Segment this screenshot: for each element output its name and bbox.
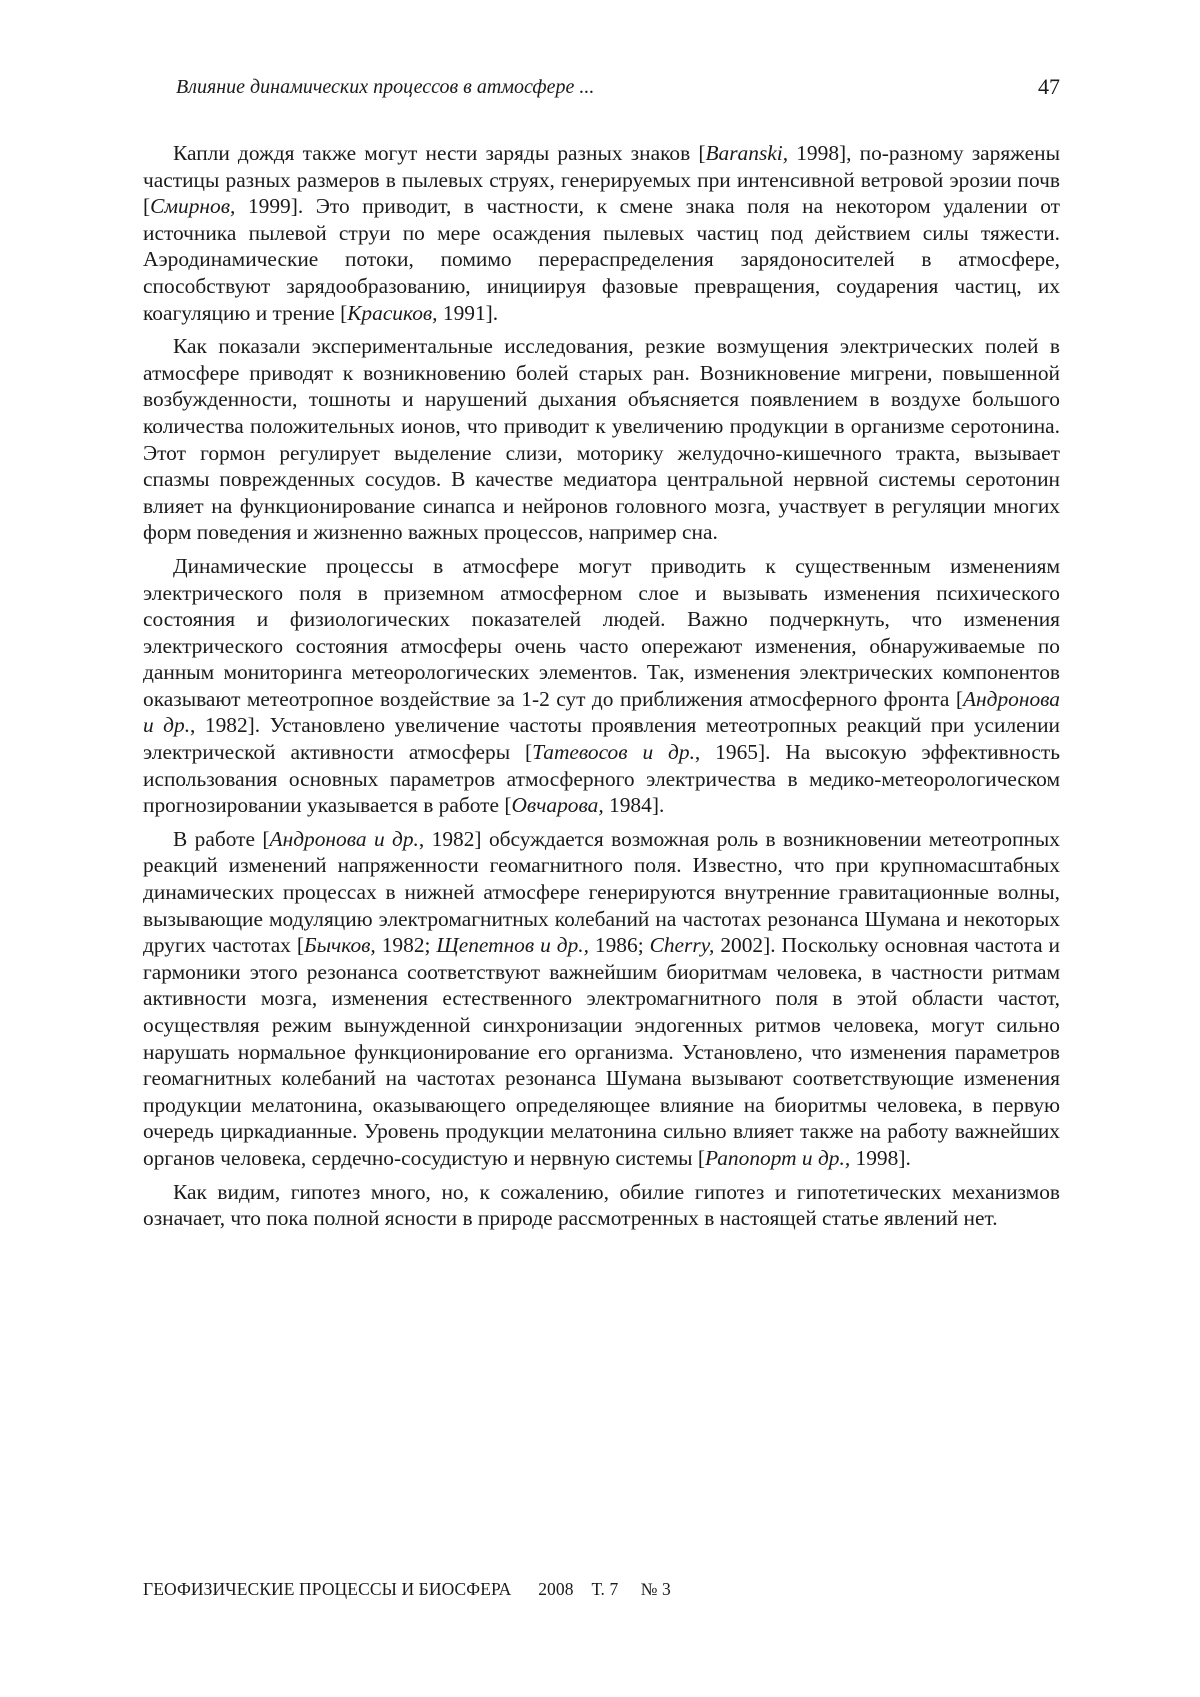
- paragraph-text: Динамические процессы в атмосфере могут приводить к существенным изменениям электрического поля в приземном атмосферном слое и вызывать изменения психического состояния и физиологических показателей людей. Важно подчеркнуть, что изменения электрического состояния атмосферы очень часто опережают изменения, обнаруживаемые по данным мониторинга метеорологических элементов. Так, изменения электрических компонентов оказывают метеотропное воздействие за 1-2 сут до приближения атмосферного фронта [: [143, 553, 1060, 711]
- paragraph-text: 1998].: [850, 1145, 911, 1170]
- paragraph-text: 2002]. Поскольку основная частота и гармоники этого резонанса соответствуют важнейшим биоритмам человека, в частности ритмам активности мозга, изменения естественного электромагнитного поля в этой области частот, осуществляя режим вынужденной синхронизации эндогенных ритмов человека, могут сильно нарушать нормальное функционирование его организма. Установлено, что изменения параметров геомагнитных колебаний на частотах резонанса Шумана вызывают соответствующие изменения продукции мелатонина, оказывающего определяющее влияние на биоритмы человека, в первую очередь циркадианные. Уровень продукции мелатонина сильно влияет также на работу важнейших органов человека, сердечно-сосудистую и нервную системы [: [143, 933, 1060, 1170]
- running-head: [176, 72, 1060, 102]
- citation-author: Бычков,: [303, 933, 376, 958]
- paragraph-text: 1999]. Это приводит, в частности, к смене знака поля на некотором удалении от источника пылевой струи по мере осаждения пылевых частиц под действием силы тяжести. Аэродинамические потоки, помимо перераспределения зарядоносителей в атмосфере, способствуют зарядообразованию, инициируя фазовые превращения, соударения частиц, их коагуляцию и трение [: [143, 194, 1060, 325]
- paragraph: [143, 553, 1060, 819]
- citation-author: Cherry,: [649, 933, 715, 958]
- citation-author: Смирнов,: [150, 194, 236, 219]
- paragraph: [143, 140, 1060, 326]
- paragraph-text: 1984].: [603, 793, 665, 818]
- paragraph-text: 1986;: [588, 933, 650, 958]
- citation-author: Овчарова,: [511, 793, 604, 818]
- article-body: [143, 140, 1060, 1239]
- paragraph: [143, 1179, 1060, 1232]
- journal-issue: № 3: [640, 1579, 671, 1599]
- paragraph: [143, 333, 1060, 546]
- citation-author: Красиков,: [347, 300, 438, 325]
- journal-footer: [143, 1576, 671, 1602]
- paragraph-text: 1982;: [375, 933, 437, 958]
- journal-volume: Т. 7: [591, 1579, 619, 1599]
- citation-author: Щепетнов и др.,: [436, 933, 589, 958]
- citation-author: Baranski,: [705, 141, 789, 165]
- paragraph-text: , 1982]. Установлено увеличение частоты проявления метеотропных реакций при усилении электрической активности атмосферы [: [143, 713, 1060, 765]
- paragraph-text: В работе [: [173, 826, 270, 851]
- citation-author: Андронова и др.: [143, 686, 1060, 738]
- citation-author: Татевосов и др.: [532, 740, 695, 765]
- paragraph-text: 1991].: [437, 300, 499, 325]
- paragraph-text: 1998], по-разному заряжены частицы разных размеров в пылевых струях, генерируемых при интенсивной ветровой эрозии почв [: [143, 141, 1060, 219]
- paragraph-text: Как видим, гипотез много, но, к сожалению, обилие гипотез и гипотетических механизмов означает, что пока полной ясности в природе рассмотренных в настоящей статье явлений нет.: [143, 1179, 1060, 1231]
- citation-author: Андронова и др.: [269, 826, 419, 851]
- paragraph-text: , 1965]. На высокую эффективность использования основных параметров атмосферного электричества в медико-метеорологическом прогнозировании указывается в работе [: [143, 740, 1060, 818]
- paragraph: [143, 826, 1060, 1172]
- paragraph-text: Как показали экспериментальные исследования, резкие возмущения электрических полей в атмосфере приводят к возникновению болей старых ран. Возникновение мигрени, повышенной возбужденности, тошноты и нарушений дыхания объясняется появлением в воздухе большого количества положительных ионов, что приводит к увеличению продукции в организме серотонина. Этот гормон регулирует выделение слизи, моторику желудочно-кишечного тракта, вызывает спазмы поврежденных сосудов. В качестве медиатора центральной нервной системы серотонин влияет на функционирование синапса и нейронов головного мозга, участвует в регуляции многих форм поведения и жизненно важных процессов, например сна.: [143, 334, 1060, 545]
- paragraph-text: Капли дождя также могут нести заряды разных знаков [: [173, 141, 706, 165]
- page-number: 47: [1038, 74, 1060, 99]
- journal-year: 2008: [538, 1579, 574, 1599]
- journal-name: ГЕОФИЗИЧЕСКИЕ ПРОЦЕССЫ И БИОСФЕРА: [143, 1579, 512, 1599]
- running-title: Влияние динамических процессов в атмосфере ...: [176, 76, 595, 98]
- paragraph-text: , 1982] обсуждается возможная роль в возникновении метеотропных реакций изменений напряженности геомагнитного поля. Известно, что при крупномасштабных динамических процессах в нижней атмосфере генерируются внутренние гравитационные волны, вызывающие модуляцию электромагнитных колебаний на частотах резонанса Шумана и некоторых других частотах [: [143, 826, 1060, 958]
- citation-author: Рапопорт и др.,: [704, 1145, 851, 1170]
